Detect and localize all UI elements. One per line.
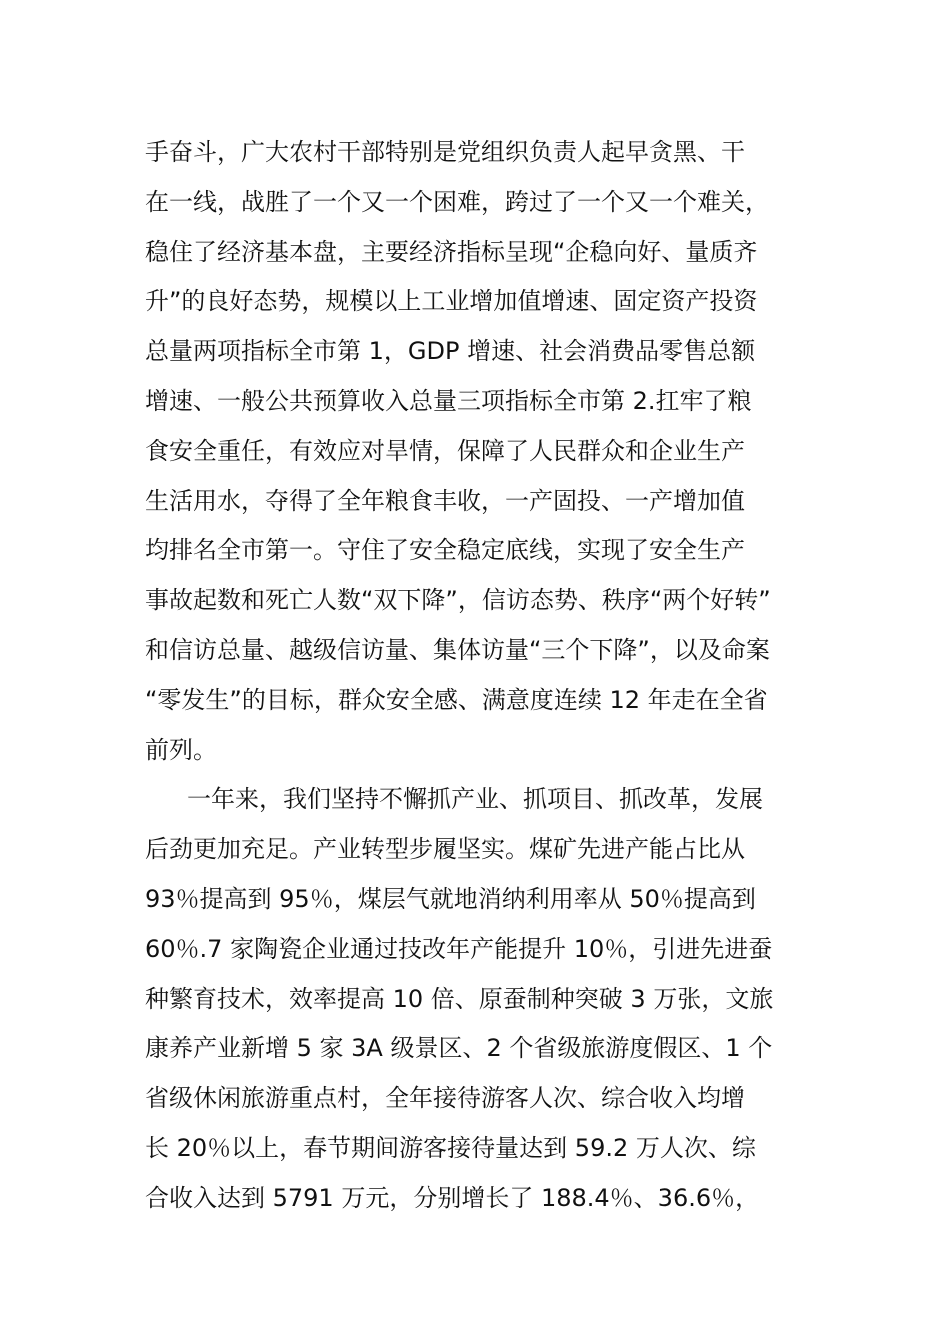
text-line: 93％提高到 95％，煤层气就地消纳利用率从 50％提高到 (145, 884, 756, 913)
text-line: 总量两项指标全市第 1，GDP 增速、社会消费品零售总额 (145, 337, 756, 366)
text-line: 手奋斗，广大农村干部特别是党组织负责人起早贪黑、干 (145, 138, 745, 166)
text-line: 康养产业新增 5 家 3A 级景区、2 个省级旅游度假区、1 个 (145, 1034, 773, 1063)
text-line: 省级休闲旅游重点村，全年接待游客人次、综合收入均增 (145, 1084, 745, 1113)
text-line: 60％.7 家陶瓷企业通过技改年产能提升 10％，引进先进蚕 (145, 934, 773, 963)
text-line: 增速、一般公共预算收入总量三项指标全市第 2.扛牢了粮 (145, 386, 752, 415)
text-line: 前列。 (145, 735, 217, 764)
text-line: 稳住了经济基本盘，主要经济指标呈现“企稳向好、量质齐 (145, 237, 758, 266)
text-line: 升”的良好态势，规模以上工业增加值增速、固定资产投资 (145, 287, 758, 316)
text-line: 食安全重任，有效应对旱情，保障了人民群众和企业生产 (145, 436, 745, 465)
text-line: “零发生”的目标，群众安全感、满意度连续 12 年走在全省 (145, 685, 768, 714)
text-line: 均排名全市第一。守住了安全稳定底线，实现了安全生产 (145, 536, 745, 565)
text-line: 在一线，战胜了一个又一个困难，跨过了一个又一个难关， (145, 187, 769, 216)
text-line: 和信访总量、越级信访量、集体访量“三个下降”，以及命案 (145, 635, 770, 664)
text-line: 种繁育技术，效率提高 10 倍、原蚕制种突破 3 万张，文旅 (145, 984, 774, 1013)
text-line: 生活用水，夺得了全年粮食丰收，一产固投、一产增加值 (145, 486, 745, 515)
text-line: 事故起数和死亡人数“双下降”，信访态势、秩序“两个好转” (145, 586, 771, 615)
text-line: 合收入达到 5791 万元，分别增长了 188.4％、36.6％， (145, 1183, 760, 1212)
text-line: 长 20％以上，春节期间游客接待量达到 59.2 万人次、综 (145, 1133, 756, 1162)
text-line: 后劲更加充足。产业转型步履坚实。煤矿先进产能占比从 (145, 835, 745, 864)
body-text (145, 128, 810, 1224)
paragraph-first-line: 一年来，我们坚持不懈抓产业、抓项目、抓改革，发展 (187, 785, 763, 814)
